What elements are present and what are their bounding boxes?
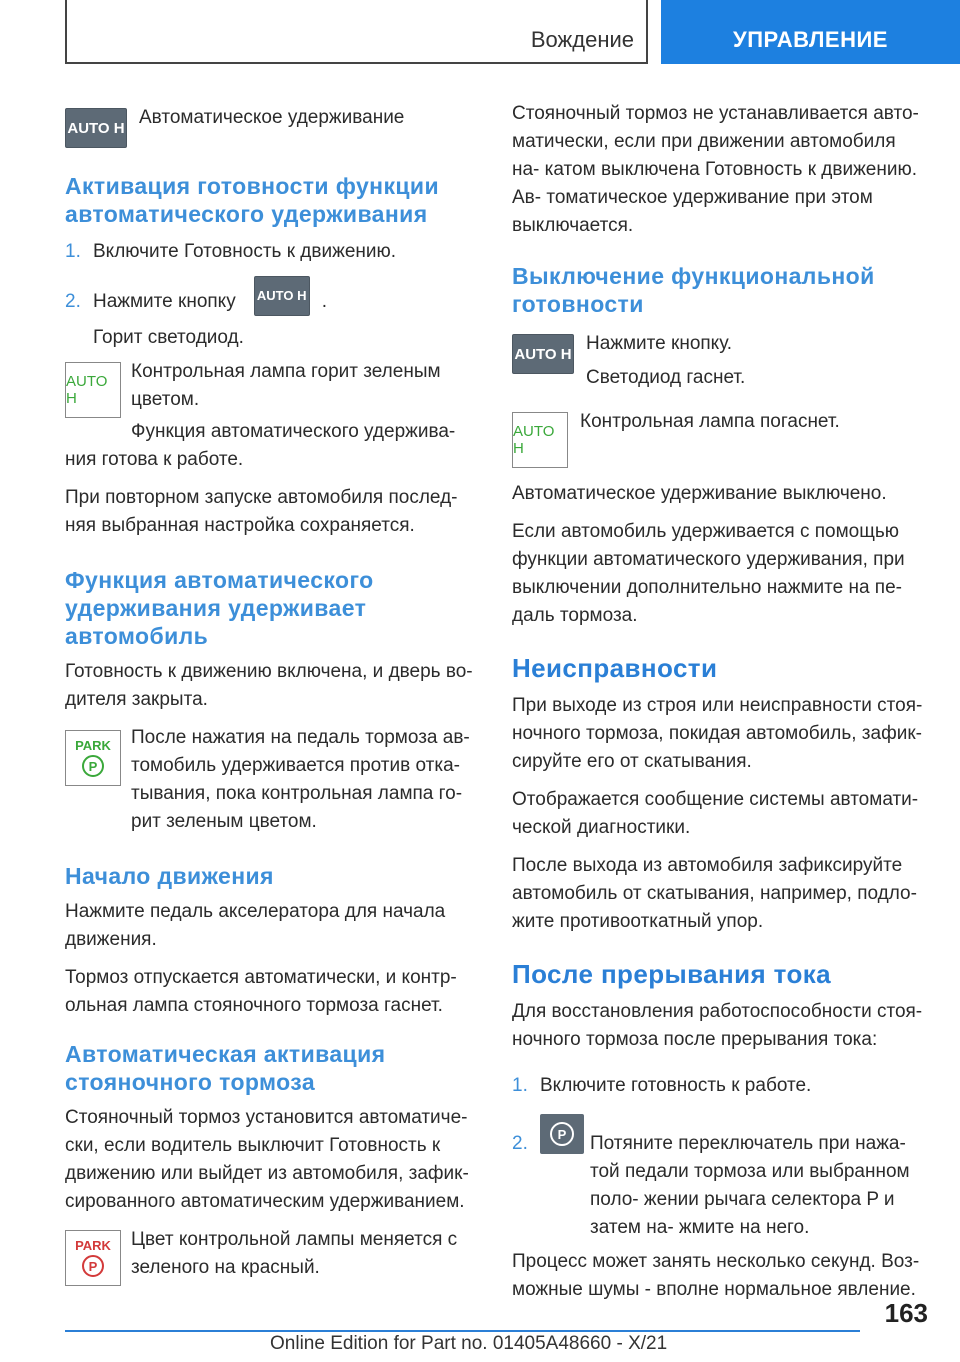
left-column bbox=[65, 100, 477, 1292]
fault-text-3: После выхода из автомобиля зафиксируйте автомобиль от скатывания, например, подло- жите противооткатный упор. bbox=[512, 855, 917, 932]
restart-text: При повторном запуске автомобиля послед- няя выбранная настройка сохраняется. bbox=[65, 487, 458, 536]
step-2: 2. Нажмите кнопку AUTO H . bbox=[65, 276, 477, 316]
header-chapter-tab[interactable] bbox=[661, 0, 960, 64]
heading-start: Начало движения bbox=[65, 863, 274, 889]
hold-text: Готовность к движению включена, и дверь во- дителя закрыта. bbox=[65, 661, 473, 710]
hold-park-row bbox=[65, 724, 477, 862]
start-text-2: Тормоз отпускается автоматически, и контр- ольная лампа стояночного тормоза гаснет. bbox=[65, 967, 457, 1016]
header-section-title: Вождение bbox=[530, 27, 634, 52]
heading-fault: Неисправности bbox=[512, 653, 718, 683]
ready-text: Функция автоматического удержива- ния готова к работе. bbox=[65, 421, 456, 470]
footer-edition[interactable]: Online Edition for Part no. 01405A48660 - X/21 bbox=[270, 1333, 668, 1354]
fault-text-2: Отображается сообщение системы автомати- ческой диагностики. bbox=[512, 789, 919, 838]
process-text: Процесс может занять несколько секунд. Воз- можные шумы - вполне нормальное явление. bbox=[512, 1251, 920, 1300]
off-text-2: Если автомобиль удерживается с помощью функции автоматического удерживания, при выключении дополнительно нажмите на пе- даль тормоза. bbox=[512, 521, 905, 626]
auto-h-button-icon: AUTO H bbox=[512, 334, 574, 374]
park-green-indicator-icon: PARK P bbox=[65, 730, 121, 786]
heading-hold: Функция автоматического удерживания удерживает автомобиль bbox=[65, 567, 374, 649]
auto-h-button-icon: AUTO H bbox=[254, 276, 310, 316]
page-number: 163 bbox=[884, 1298, 928, 1328]
heading-auto-activation: Автоматическая активация стояночного тормоза bbox=[65, 1041, 386, 1095]
footer-divider bbox=[65, 1330, 860, 1332]
lamp-row bbox=[65, 362, 477, 420]
right-intro-text: Стояночный тормоз не устанавливается авто- матически, если при движении автомобиля на- катом выключена Готовность к движению. Ав- томатическое удерживание при этом выключается. bbox=[512, 103, 919, 236]
power-step-2-text: Потяните переключатель при нажа- той педали тормоза или выбранном поло- жении рычага селектора P и затем на- жмите на него. bbox=[590, 1133, 910, 1238]
auto-park-text: Цвет контрольной лампы меняется с зеленого на красный. bbox=[131, 1229, 458, 1278]
intro-row bbox=[65, 108, 477, 148]
off-lamp-text: Контрольная лампа погаснет. bbox=[580, 411, 840, 432]
auto-activation-text: Стояночный тормоз установится автоматиче- ски, если водитель выключит Готовность к движению или выйдет из автомобиля, зафик- сированного автоматическим удерживанием. bbox=[65, 1107, 469, 1212]
right-column bbox=[512, 100, 926, 1314]
fault-text-1: При выходе из строя или неисправности стоя- ночного тормоза, покидая автомобиль, зафик- сируйте его от скатывания. bbox=[512, 695, 923, 772]
parking-brake-button-icon: P bbox=[540, 1114, 584, 1154]
power-step-1: 1. Включите готовность к работе. bbox=[512, 1075, 812, 1096]
power-step-2: 2. P Потяните переключатель при нажа- той педали тормоза или выбранном поло- жении рычага селектора P и затем на- жмите на него. bbox=[512, 1114, 926, 1242]
off-text: Автоматическое удерживание выключено. bbox=[512, 483, 887, 504]
off-led-text: Светодиод гаснет. bbox=[586, 367, 746, 388]
heading-power: После прерывания тока bbox=[512, 959, 832, 989]
header-chapter-title: УПРАВЛЕНИЕ bbox=[733, 27, 888, 52]
step-1: 1. Включите Готовность к движению. bbox=[65, 241, 397, 262]
intro-text: Автоматическое удерживание bbox=[139, 107, 405, 128]
heading-activate: Активация готовности функции автоматического удерживания bbox=[65, 173, 440, 227]
start-text-1: Нажмите педаль акселератора для начала движения. bbox=[65, 901, 446, 950]
auto-park-row bbox=[65, 1230, 477, 1292]
off-press-row bbox=[512, 334, 926, 402]
header-section-box bbox=[65, 0, 648, 64]
off-press-text: Нажмите кнопку. bbox=[586, 333, 733, 354]
power-text: Для восстановления работоспособности стоя- ночного тормоза после прерывания тока: bbox=[512, 1001, 923, 1050]
park-red-indicator-icon: PARK P bbox=[65, 1230, 121, 1286]
auto-h-button-icon: AUTO H bbox=[65, 108, 127, 148]
hold-park-text: После нажатия на педаль тормоза ав- томобиль удерживается против отка- тывания, пока контрольная лампа го- рит зеленым цветом. bbox=[131, 727, 470, 832]
heading-off: Выключение функциональной готовности bbox=[512, 263, 875, 317]
off-lamp-row bbox=[512, 412, 926, 468]
lamp-text: Контрольная лампа горит зеленым цветом. bbox=[131, 361, 441, 410]
auto-h-indicator-icon: AUTO H bbox=[65, 362, 121, 418]
led-text: Горит светодиод. bbox=[93, 327, 244, 348]
auto-h-indicator-icon: AUTO H bbox=[512, 412, 568, 468]
